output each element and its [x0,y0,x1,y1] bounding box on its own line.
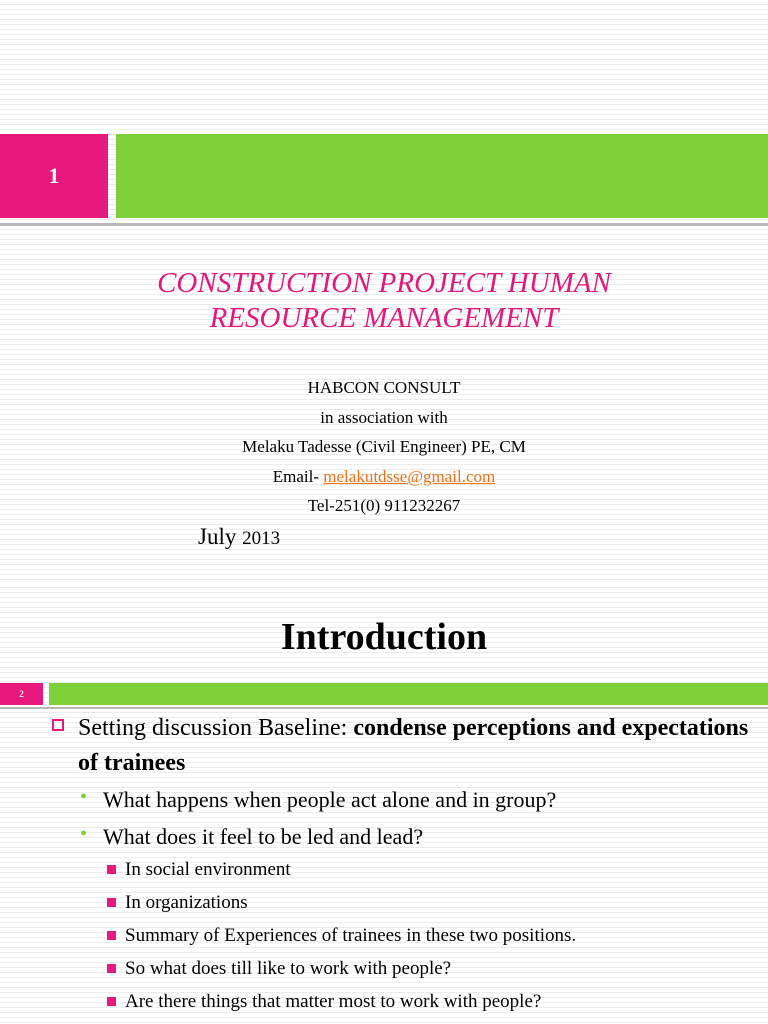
telephone: Tel-251(0) 911232267 [307,496,461,515]
association-text: in association with [320,407,448,427]
sub-bullet-text: What happens when people act alone and in group? [103,787,557,812]
header-divider [0,707,768,709]
slide-number-badge [0,683,43,705]
pink-square-bullet-icon [107,865,116,874]
sub-sub-bullet-text: In social environment [125,859,291,880]
sub-bullet [80,824,423,850]
presentation-title [0,266,768,336]
presentation-date [198,524,280,550]
header-green-bar [49,683,768,705]
slide-number: 1 [48,163,60,188]
slide-number-badge [0,134,108,218]
sub-bullet [80,787,556,813]
introduction-slide [0,583,768,1024]
pink-square-bullet-icon [107,931,116,940]
date-year: 2013 [242,528,281,549]
bullet-text-bold: condense perceptions and expectations of trainees [78,715,749,776]
pink-square-bullet-icon [107,898,116,907]
sub-sub-bullet [107,892,248,914]
pink-square-bullet-icon [107,997,116,1006]
green-dot-bullet-icon: • [80,786,88,808]
header-divider [0,223,768,226]
email-line [0,462,768,492]
presenter-name: Melaku Tadesse (Civil Engineer) PE, CM [242,437,526,456]
email-label: Email- [272,466,324,486]
pink-square-bullet-icon [107,964,116,973]
bullet-text-plain: Setting discussion Baseline: [78,715,354,741]
presenter-info [0,373,768,521]
sub-sub-bullet-text: Summary of Experiences of trainees in these two positions. [125,925,577,946]
slide-number: 2 [19,689,24,699]
sub-sub-bullet [107,991,541,1013]
sub-sub-bullet [107,859,291,881]
title-line-2: RESOURCE MANAGEMENT [209,302,559,334]
date-month: July [198,524,237,549]
organization-name: HABCON CONSULT [307,378,461,397]
sub-sub-bullet-text: In organizations [125,892,248,913]
sub-sub-bullet-text: So what does till like to work with people? [125,958,452,979]
green-dot-bullet-icon: • [80,823,88,845]
slide-heading: Introduction [280,616,488,658]
sub-sub-bullet-text: Are there things that matter most to work with people? [125,991,542,1012]
sub-bullet-text: What does it feel to be led and lead? [103,824,424,849]
hollow-square-bullet-icon [52,719,64,731]
title-line-1: CONSTRUCTION PROJECT HUMAN [157,267,611,299]
sub-sub-bullet [107,958,451,980]
main-bullet [52,711,752,781]
header-green-bar [116,134,768,218]
email-link[interactable]: melakutdsse@gmail.com [323,466,496,486]
sub-sub-bullet [107,925,576,947]
